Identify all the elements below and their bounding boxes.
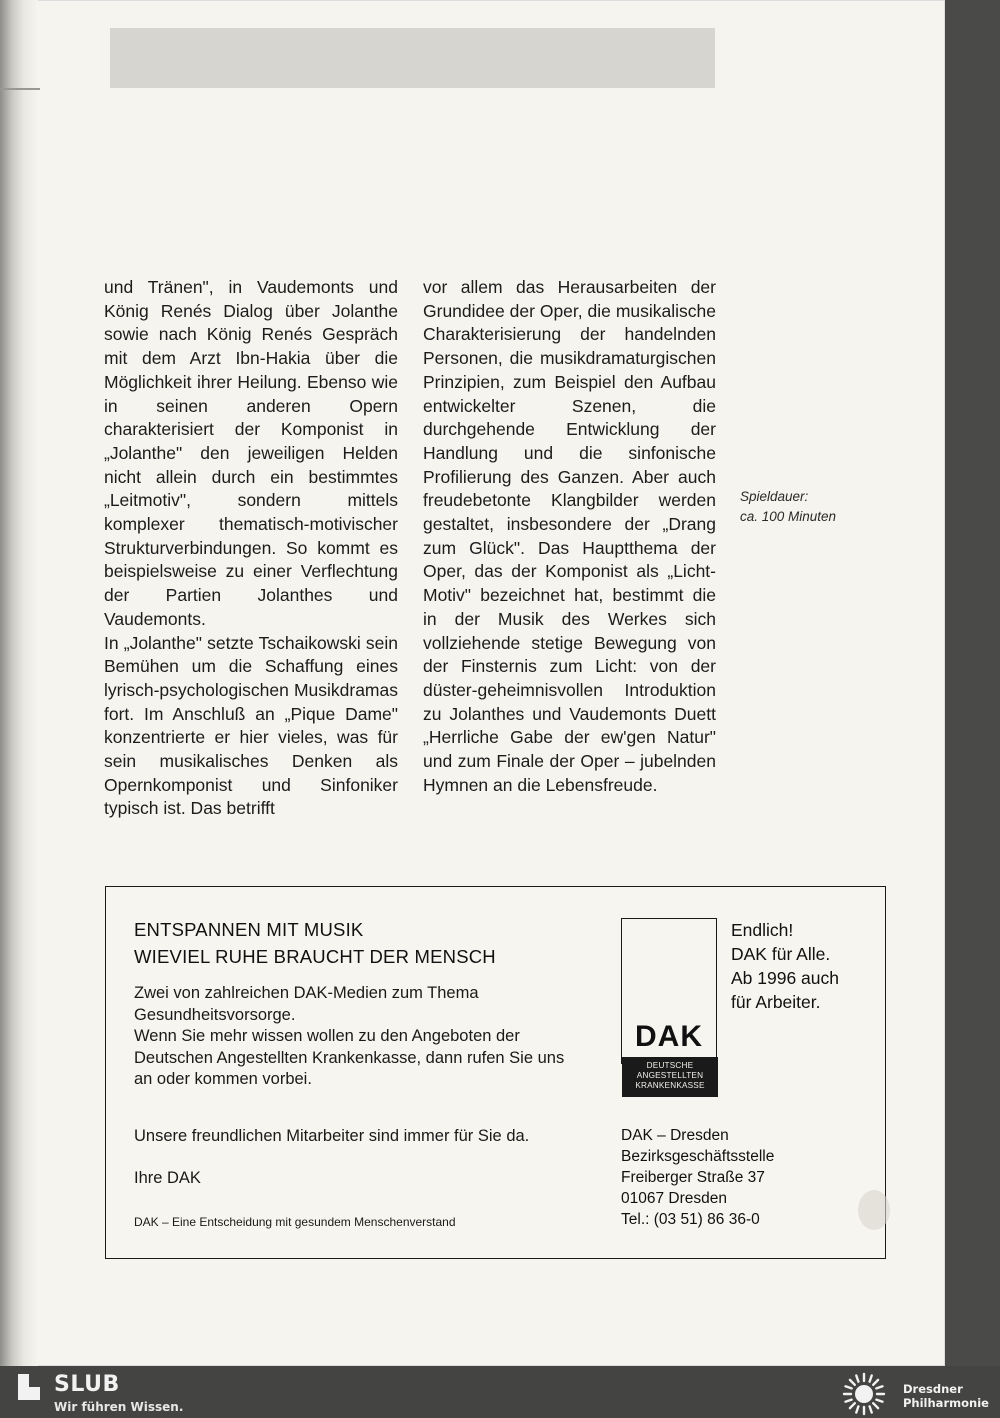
- ad-paragraph: Wenn Sie mehr wissen wollen zu den Angeboten der Deutschen Angestellten Krankenkasse, dann rufen Sie uns an oder kommen vorbei.: [134, 1027, 565, 1088]
- article-paragraph: vor allem das Herausarbeiten der Grundidee der Oper, die musikalische Charakterisierung der handelnden Personen, die musikdramaturgischen Prinzipien, zum Beispiel den Aufbau entwickelter Szenen, die durchgehende Entwicklung der Handlung und die sinfonische Profilierung des Ganzen. Aber auch freudebetonte Klangbilder werden gestaltet, insbesondere der „Drang zum Glück". Das Hauptthema der Oper, das der Komponist als „Licht-Motiv" bezeichnet hat, bestimmt die in der Musik des Werkes sich vollziehende stetige Bewegung von der Finsternis zum Licht: von der düster-geheimnisvollen Introduktion zu Jolanthes und Vaudemonts Duett „Herrliche Gabe der ew'gen Natur" und zum Finale der Oper – jubelnden Hymnen an die Lebensfreude.: [423, 277, 716, 795]
- ad-tagline-line: für Arbeiter.: [731, 992, 821, 1012]
- bleed-through-band: [110, 28, 715, 88]
- slub-name[interactable]: SLUB: [54, 1372, 120, 1397]
- ad-tagline-line: DAK für Alle.: [731, 944, 831, 964]
- ad-headline: ENTSPANNEN MIT MUSIK: [134, 919, 364, 940]
- article-column-1: [104, 276, 398, 821]
- ad-headline: WIEVIEL RUHE BRAUCHT DER MENSCH: [134, 946, 496, 967]
- dak-logo-line: DEUTSCHE: [646, 1061, 694, 1070]
- slub-logo-icon[interactable]: [18, 1374, 40, 1400]
- address-line: 01067 Dresden: [621, 1190, 727, 1207]
- article-paragraph: und Tränen", in Vaudemonts und König Renés Dialog über Jolanthe sowie nach König Renés Gespräch mit dem Arzt Ibn-Hakia über die Möglichkeit ihrer Heilung. Ebenso wie in seinen anderen Opern charakterisiert der Komponist in „Jolanthe" den jeweiligen Helden nicht allein durch ein bestimmtes „Leitmotiv", sondern mittels komplexer thematisch-motivischer Strukturverbindungen. So kommt es beispielsweise zu einer Verflechtung der Partien Jolanthes und Vaudemonts.: [104, 277, 398, 629]
- address-line: Tel.: (03 51) 86 36-0: [621, 1211, 760, 1228]
- article-paragraph: In „Jolanthe" setzte Tschaikowski sein Bemühen um die Schaffung eines lyrisch-psychologischen Musikdramas fort. Im Anschluß an „Pique Dame" konzentrierte er hier vieles, was für sein musikalisches Denken als Opernkomponist und Sinfoniker typisch ist. Das betrifft: [104, 632, 398, 819]
- dresdner-philharmonie-logo-icon[interactable]: [842, 1372, 886, 1416]
- ad-slogan: DAK – Eine Entscheidung mit gesundem Menschenverstand: [134, 1215, 456, 1229]
- slub-tagline: Wir führen Wissen.: [54, 1400, 184, 1414]
- dak-logo: [621, 918, 717, 1090]
- address-line: Freiberger Straße 37: [621, 1169, 765, 1186]
- ad-signature: Ihre DAK: [134, 1169, 201, 1187]
- ad-tagline-line: Ab 1996 auch: [731, 968, 840, 988]
- dak-logo-line: ANGESTELLTEN: [636, 1071, 704, 1080]
- ad-tagline-line: Endlich!: [731, 920, 794, 940]
- dak-logo-line: KRANKENKASSE: [635, 1081, 705, 1090]
- dak-advertisement: [105, 886, 886, 1259]
- address-line: Bezirksgeschäftsstelle: [621, 1148, 775, 1165]
- address-line: DAK – Dresden: [621, 1127, 729, 1144]
- page-gutter-shadow: [0, 0, 38, 1366]
- partner-name-line: Dresdner: [903, 1382, 963, 1396]
- partner-name-line: Philharmonie: [903, 1396, 989, 1410]
- dak-logo-wordmark: DAK: [635, 1020, 703, 1053]
- ad-paragraph: Zwei von zahlreichen DAK-Medien zum Thema Gesundheitsvorsorge.: [134, 984, 479, 1024]
- dresdner-philharmonie-name[interactable]: [903, 1382, 989, 1410]
- page-corner-mark: [858, 1190, 890, 1230]
- duration-sidenote: [740, 487, 836, 527]
- page-fold-line: [0, 88, 40, 90]
- duration-value: ca. 100 Minuten: [740, 509, 837, 524]
- dak-logo-subtitle: [622, 1057, 718, 1097]
- article-column-2: [423, 276, 716, 797]
- ad-tagline: [731, 918, 839, 1014]
- ad-address: [621, 1125, 774, 1230]
- ad-paragraph: Unsere freundlichen Mitarbeiter sind immer für Sie da.: [134, 1127, 530, 1145]
- duration-label: Spieldauer:: [740, 489, 809, 504]
